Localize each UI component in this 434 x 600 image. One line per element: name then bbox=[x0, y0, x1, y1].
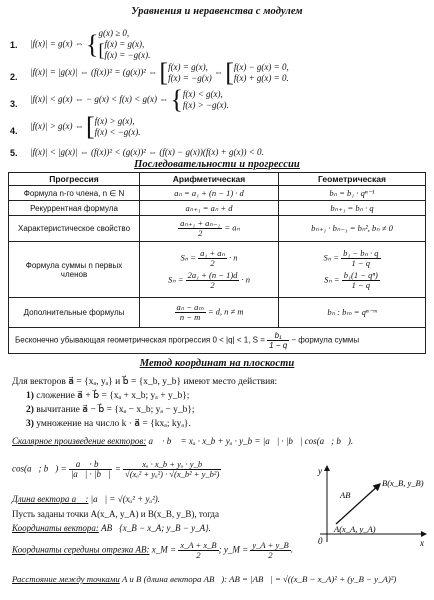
cell: bₙ₊₁ · bₙ₋₁ = bₙ², bₙ ≠ 0 bbox=[279, 216, 426, 242]
midpoint-coords: Координаты середины отрезка AB: x_M = $\frac{x\_A + x\_B}{2}$ ; y_M = $\frac{y\_A + y\_B}{2}$ . bbox=[12, 540, 293, 560]
col-header: Геометрическая bbox=[279, 173, 426, 186]
cell: $\frac{\text{aₙ₊₁ + aₙ₋₁}}{2}$ = aₙ bbox=[140, 216, 279, 242]
vector-coords: Координаты вектора: AB⃗{x_B − x_A; y_B − y_A}. bbox=[12, 523, 211, 533]
row-label: Формула n-го члена, n ∈ N bbox=[9, 186, 140, 201]
y-label: y bbox=[318, 466, 322, 476]
points-intro: Пусть заданы точки A(x_A, y_A) и B(x_B, y_B), тогда bbox=[12, 509, 220, 519]
cos-formula: cos(a⃗; b⃗) = $\frac{a⃗ \cdot b⃗}{|a⃗| \cdot |b⃗|}$ = $\frac{\text{xₐ · x\_b + yₐ · y\_b}}{\text{√(xₐ² + yₐ²) · √(x\_b² + y\_b²)}}$ bbox=[12, 459, 220, 479]
formula-4: |f(x)| > g(x) ⇔ [f(x) > g(x), f(x) < −g(x). bbox=[30, 112, 141, 141]
formula-3: |f(x)| < g(x) ⇔ − g(x) < f(x) < g(x) ⇔ {f(x) < g(x), f(x) > −g(x). bbox=[30, 85, 229, 114]
cell: aₙ = a₁ + (n − 1) · d bbox=[140, 186, 279, 201]
formula-2: |f(x)| = |g(x)| ⇔ (f(x))² = (g(x))² ⇔ [f(x) = g(x), f(x) = −g(x) ⇔ [f(x) − g(x) = 0, f(x) + g(x) = 0. bbox=[30, 58, 289, 87]
section-title-abs: Уравнения и неравенства с модулем bbox=[131, 6, 303, 17]
infinite-sum-row: Бесконечно убывающая геометрическая прогрессия 0 < |q| < 1, S = $\frac{\text{b₁}}{1 - q}$ − формула суммы bbox=[9, 328, 426, 354]
item-number: 5. bbox=[10, 148, 18, 158]
section-title-coords: Метод координат на плоскости bbox=[139, 358, 295, 369]
formula-1: |f(x)| = g(x) ⇔ {g(x) ≥ 0, [f(x) = g(x), f(x) = −g(x). bbox=[30, 28, 151, 60]
cell: Sₙ = $\frac{\text{a₁ + aₙ}}{2}$ · n Sₙ = $\frac{\text{2a₁ + (n − 1)d}}{2}$ · n bbox=[140, 242, 279, 298]
origin-label: 0 bbox=[318, 536, 323, 546]
coordinate-graph bbox=[300, 462, 430, 548]
cell: $\frac{\text{aₙ − aₘ}}{n - m}$ = d, n ≠ m bbox=[140, 298, 279, 328]
section-title-progressions: Последовательности и прогрессии bbox=[134, 159, 300, 170]
vector-label: AB⃗ bbox=[340, 490, 357, 500]
formula-5: |f(x)| < |g(x)| ⇔ (f(x))² < (g(x))² ⇔ (f(x) − g(x))(f(x) + g(x)) < 0. bbox=[30, 147, 264, 157]
progressions-table bbox=[8, 172, 426, 354]
col-header: Арифметическая bbox=[140, 173, 279, 186]
item-number: 1. bbox=[10, 40, 18, 50]
cell: aₙ₊₁ = aₙ + d bbox=[140, 201, 279, 216]
point-b-label: B(x_B, y_B) bbox=[382, 478, 424, 488]
item-number: 2. bbox=[10, 72, 18, 82]
op-add: 1) сложение a⃗ + b⃗ = {xₐ + x_b; yₐ + y_b}; bbox=[26, 391, 190, 401]
op-mul: 3) умножение на число k · a⃗ = {kxₐ; kyₐ}. bbox=[26, 419, 191, 429]
x-label: x bbox=[420, 538, 424, 548]
distance-formula: Расстояние между точками A и B (длина вектора AB⃗): AB = |AB⃗| = √((x_B − x_A)² + (y_B − y_A)²) bbox=[12, 574, 397, 584]
vector-length: Длина вектора a⃗ : |a⃗| = √(xₐ² + yₐ²). bbox=[12, 494, 161, 504]
row-label: Характеристическое свойство bbox=[9, 216, 140, 242]
item-number: 3. bbox=[10, 99, 18, 109]
vectors-intro: Для векторов a⃗ = {xₐ, yₐ} и b⃗ = {x_b, y_b} имеют место действия: bbox=[12, 377, 278, 387]
row-label: Рекуррентная формула bbox=[9, 201, 140, 216]
cell: Sₙ = $\frac{\text{b₁ − bₙ · q}}{1 - q}$ Sₙ = $\frac{\text{b₁(1 − qⁿ)}}{1 - q}$ bbox=[279, 242, 426, 298]
row-label: Дополнительные формулы bbox=[9, 298, 140, 328]
item-number: 4. bbox=[10, 126, 18, 136]
col-header: Прогрессия bbox=[9, 173, 140, 186]
point-a-label: A(x_A, y_A) bbox=[334, 524, 376, 534]
dot-product: Скалярное произведение векторов: a⃗ · b⃗ = xₐ · x_b + yₐ · y_b = |a⃗| · |b⃗| cos(a⃗; b⃗). bbox=[12, 436, 354, 446]
cell: bₙ₊₁ = bₙ · q bbox=[279, 201, 426, 216]
row-label: Формула суммы n первых членов bbox=[9, 242, 140, 298]
cell: bₙ = b₁ · qⁿ⁻¹ bbox=[279, 186, 426, 201]
cell: bₙ : bₘ = qⁿ⁻ᵐ bbox=[279, 298, 426, 328]
op-sub: 2) вычитание a⃗ − b⃗ = {xₐ − x_b; yₐ − y_b}; bbox=[26, 405, 195, 415]
